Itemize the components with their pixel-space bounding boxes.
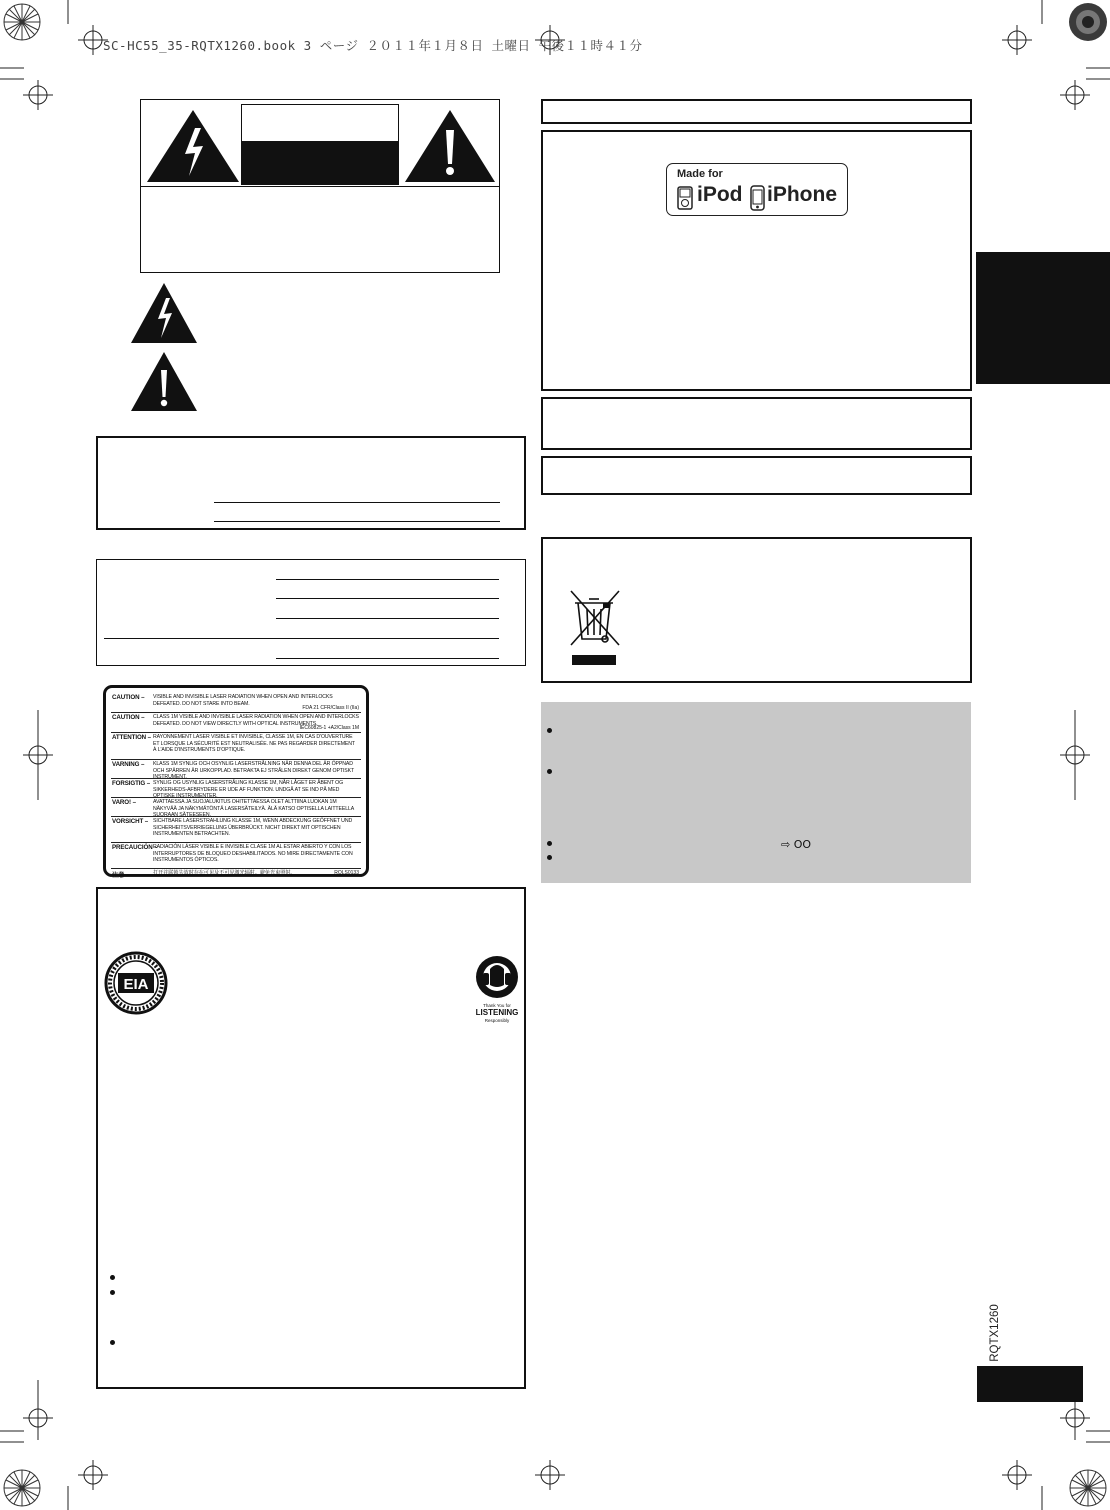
laser-row: [111, 869, 361, 877]
laser-row-key: VORSICHT –: [112, 818, 149, 825]
document-code: [988, 1303, 1002, 1363]
laser-row-key: VARNING –: [112, 761, 145, 768]
laser-row-key: PRECAUCIÓN –: [112, 844, 158, 851]
laser-label-rows: [111, 693, 361, 879]
record-line-2: [214, 521, 500, 522]
disposal-notice-box: [541, 537, 972, 683]
laser-row-text: 打开并联锁失效时存在可见及不可见激光辐射。避免光束照射。: [153, 870, 296, 876]
listening-logo-line2: LISTENING: [475, 1008, 519, 1017]
listening-safety-box: [96, 887, 526, 1389]
electric-shock-warning-icon: [145, 108, 241, 184]
notes-grey-panel: [541, 702, 971, 883]
caution-label-box: [241, 104, 399, 185]
laser-row-key: ATTENTION –: [112, 734, 152, 741]
crossed-out-bin-icon: [567, 587, 623, 667]
laser-row-text: AVATTAESSA JA SUOJALUKITUS OHITETTAESSA OLET ALTTIINA LUOKAN 1M NÄKYVÄÄ JA NÄKYMÄTÖNTÄ LASERSÄTEILYÄ. ÄLÄ KATSO OPTISELLA LAITTEELLA SUORAAN SÄTEESEEN.: [153, 799, 354, 819]
iphone-icon: [750, 185, 765, 211]
listening-logo-line3: Responsibly: [484, 1018, 510, 1023]
laser-row-key: 注意 –: [112, 872, 130, 879]
bullet-point: [110, 1290, 115, 1295]
print-header: SC-HC55_35-RQTX1260.book 3 ページ ２０１１年１月８日 土曜日 午後１１時４１分: [103, 38, 643, 53]
laser-row-key: FORSIGTIG –: [112, 780, 151, 787]
eia-logo-text: EIA: [123, 976, 149, 993]
caution-panel-divider: [141, 186, 499, 187]
eia-seal-logo: [104, 945, 168, 1021]
bullet-point: [547, 841, 552, 846]
laser-row-text: VISIBLE AND INVISIBLE LASER RADIATION WHEN OPEN AND INTERLOCKS DEFEATED. DO NOT STARE INTO BEAM.: [153, 694, 333, 707]
page-number-tab: [977, 1366, 1083, 1402]
page-reference: ⇨ OO: [781, 838, 812, 851]
bullet-point: [547, 728, 552, 733]
bullet-point: [547, 855, 552, 860]
laser-row: [111, 798, 361, 817]
ipod-text: iPod: [697, 183, 743, 206]
caution-label-black-band: [242, 141, 398, 184]
laser-row-text: SYNLIG OG USYNLIG LASERSTRÅLING KLASSE 1M, NÅR LÅGET ER ÅBENT OG SIKKERHEDS-AFBRYDERE ER UDE AF FUNKTION. UNDGÅ AT SE IND PÅ MED OPTISKE INSTRUMENTER.: [153, 780, 344, 800]
user-record-line-3: [276, 618, 499, 619]
laser-row-key: CAUTION –: [112, 694, 145, 701]
laser-label-code: RQLS0133: [334, 870, 359, 876]
laser-row: [111, 760, 361, 779]
electric-shock-symbol-icon: [129, 281, 199, 345]
record-line-1: [214, 502, 500, 503]
right-heading-bar: [541, 99, 972, 124]
made-for-text: Made for: [677, 168, 723, 180]
user-record-line-2: [276, 598, 499, 599]
user-record-line-5: [276, 658, 499, 659]
listening-responsibly-logo: [472, 955, 522, 1025]
user-record-box: [96, 559, 526, 666]
iphone-text: iPhone: [767, 183, 838, 206]
caution-symbol-panel: [140, 99, 500, 273]
laser-row-text: RAYONNEMENT LASER VISIBLE ET INVISIBLE, CLASSE 1M, EN CAS D'OUVERTURE ET LORSQUE LA SÉCURITÉ EST NEUTRALISÉE. NE PAS REGARDER DIRECTEMENT À L'AIDE D'INSTRUMENTS D'OPTIQUE.: [153, 734, 355, 754]
laser-row-standard: IEC60825-1 +A2/Class 1M: [299, 725, 359, 731]
laser-row-text: KLASS 1M SYNLIG OCH OSYNLIG LASERSTRÅLNING NÄR DENNA DEL ÄR ÖPPNAD OCH SPÄRREN ÄR URKOPPLAD. BETRAKTA EJ STRÅLEN DIREKT GENOM OPTISKT INSTRUMENT.: [153, 761, 354, 781]
laser-row-standard: FDA 21 CFR/Class II (IIa): [302, 705, 359, 711]
document-code-text: RQTX1260: [989, 1304, 1001, 1362]
user-record-line-4: [104, 638, 499, 639]
laser-row-text: RADIACIÓN LÁSER VISIBLE E INVISIBLE CLASE 1M AL ESTAR ABIERTO Y CON LOS INTERRUPTORES DE BLOQUEO DESHABILITADOS. NO MIRE DIRECTAMENTE CON INSTRUMENTOS ÓPTICOS.: [153, 844, 353, 864]
bullet-point: [110, 1275, 115, 1280]
laser-row-key: VARO! –: [112, 799, 136, 806]
laser-row: [111, 779, 361, 798]
laser-row-text: CLASS 1M VISIBLE AND INVISIBLE LASER RADIATION WHEN OPEN AND INTERLOCKS DEFEATED. DO NOT VIEW DIRECTLY WITH OPTICAL INSTRUMENTS.: [153, 714, 359, 727]
user-record-line-1: [276, 579, 499, 580]
exclamation-symbol-icon: [129, 350, 199, 413]
exclamation-warning-icon: [403, 108, 497, 184]
bullet-point: [547, 769, 552, 774]
laser-row-key: CAUTION –: [112, 714, 145, 721]
laser-row: [111, 733, 361, 760]
laser-row: [111, 817, 361, 843]
listening-logo-line1: Thank You for: [483, 1003, 511, 1008]
section-tab-black: [976, 252, 1110, 384]
bullet-point: [110, 1340, 115, 1345]
model-serial-record-box: [96, 436, 526, 530]
notice-box-2: [541, 397, 972, 450]
ipod-icon: [677, 186, 693, 210]
notice-box-3: [541, 456, 972, 495]
made-for-ipod-iphone-badge: [666, 163, 848, 216]
laser-row-text: SICHTBARE LASERSTRAHLUNG KLASSE 1M, WENN ABDECKUNG GEÖFFNET UND SICHERHEITSVERRIEGELUNG ÜBERBRÜCKT. NICHT DIREKT MIT OPTISCHEN INSTRUMENTEN BETRACHTEN.: [153, 818, 353, 838]
laser-row: [111, 843, 361, 869]
laser-caution-label: [103, 685, 369, 877]
